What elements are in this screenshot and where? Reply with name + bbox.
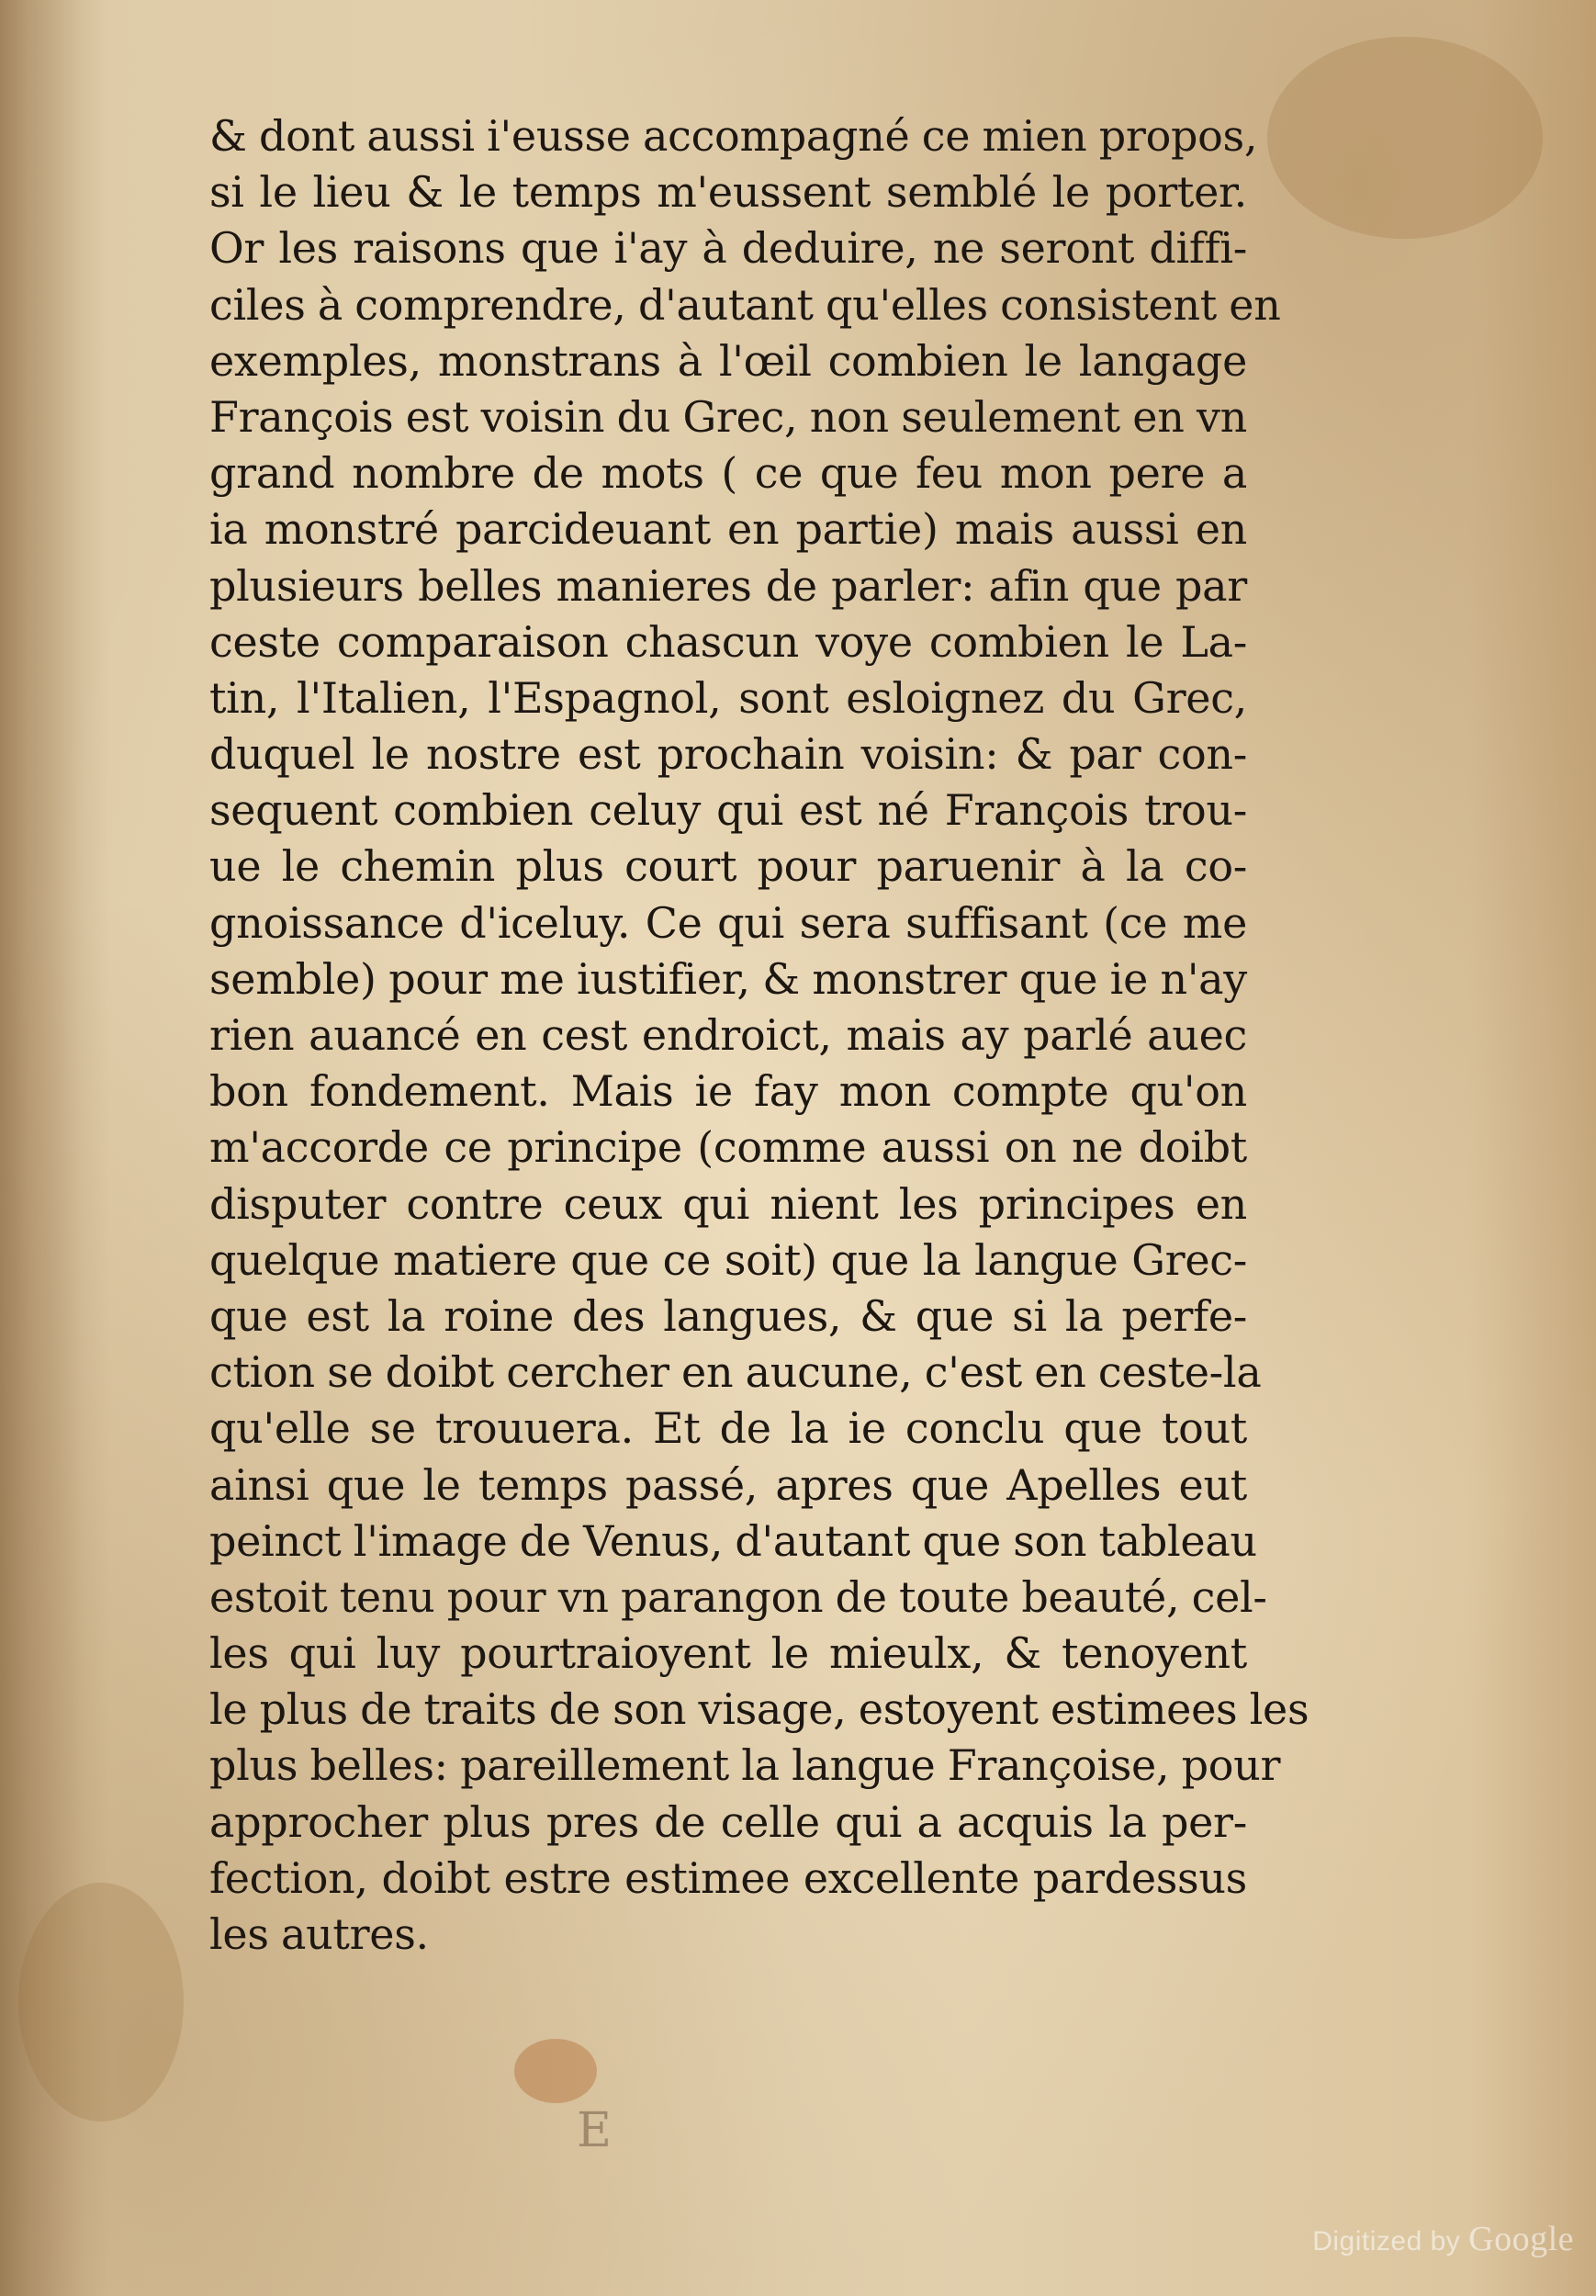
text-line: peinct l'image de Venus, d'autant que son tableau bbox=[209, 1515, 1257, 1566]
text-line: plus belles: pareillement la langue Françoise, pour bbox=[209, 1740, 1281, 1791]
text-line: Or les raisons que i'ay à deduire, ne seront diffi- bbox=[209, 223, 1247, 274]
text-line: grand nombre de mots ( ce que feu mon pere a bbox=[209, 448, 1247, 499]
signature-mark: E bbox=[577, 2103, 612, 2158]
text-line: fection, doibt estre estimee excellente pardessus bbox=[209, 1852, 1247, 1903]
text-line: quelque matiere que ce soit) que la langue Grec- bbox=[209, 1234, 1247, 1285]
text-line: estoit tenu pour vn parangon de toute beauté, cel- bbox=[209, 1571, 1267, 1622]
digitization-watermark bbox=[1312, 2219, 1574, 2259]
text-line: si le lieu & le temps m'eussent semblé le porter. bbox=[209, 167, 1247, 218]
text-line: duquel le nostre est prochain voisin: & par con- bbox=[209, 729, 1247, 780]
text-line: plusieurs belles manieres de parler: afin que par bbox=[209, 560, 1247, 611]
text-line: ue le chemin plus court pour paruenir à la co- bbox=[209, 841, 1247, 892]
body-text bbox=[209, 108, 1309, 1963]
text-line: approcher plus pres de celle qui a acquis la per- bbox=[209, 1796, 1247, 1847]
text-line: ction se doibt cercher en aucune, c'est en ceste-la bbox=[209, 1347, 1262, 1398]
text-line: François est voisin du Grec, non seulement en vn bbox=[209, 391, 1247, 442]
text-line: exemples, monstrans à l'œil combien le langage bbox=[209, 335, 1247, 386]
text-line: ainsi que le temps passé, apres que Apelles eut bbox=[209, 1459, 1247, 1510]
text-line: rien auancé en cest endroict, mais ay parlé auec bbox=[209, 1010, 1247, 1060]
text-line: les autres. bbox=[209, 1909, 429, 1959]
text-line: disputer contre ceux qui nient les principes en bbox=[209, 1178, 1247, 1229]
text-line: ia monstré parcideuant en partie) mais aussi en bbox=[209, 504, 1247, 555]
watermark-prefix: Digitized by bbox=[1312, 2226, 1461, 2257]
text-line: & dont aussi i'eusse accompagné ce mien propos, bbox=[209, 111, 1258, 161]
paper-stain bbox=[18, 1883, 184, 2122]
text-line: gnoissance d'iceluy. Ce qui sera suffisant (ce me bbox=[209, 897, 1247, 948]
text-line: que est la roine des langues, & que si la perfe- bbox=[209, 1290, 1247, 1341]
paper-stain bbox=[1267, 37, 1543, 239]
text-line: les qui luy pourtraioyent le mieulx, & tenoyent bbox=[209, 1628, 1247, 1679]
text-line: tin, l'Italien, l'Espagnol, sont esloignez du Grec, bbox=[209, 672, 1247, 723]
text-line: sequent combien celuy qui est né François trou- bbox=[209, 785, 1247, 836]
text-line: ceste comparaison chascun voye combien le La- bbox=[209, 616, 1247, 667]
text-line: m'accorde ce principe (comme aussi on ne doibt bbox=[209, 1122, 1247, 1173]
text-line: le plus de traits de son visage, estoyent estimees les bbox=[209, 1684, 1309, 1735]
text-line: qu'elle se trouuera. Et de la ie conclu que tout bbox=[209, 1403, 1247, 1454]
text-line: semble) pour me iustifier, & monstrer que ie n'ay bbox=[209, 953, 1247, 1004]
paper-stain bbox=[514, 2039, 597, 2103]
text-line: ciles à comprendre, d'autant qu'elles consistent en bbox=[209, 279, 1281, 330]
watermark-brand: Google bbox=[1468, 2220, 1574, 2258]
text-line: bon fondement. Mais ie fay mon compte qu'on bbox=[209, 1066, 1247, 1117]
